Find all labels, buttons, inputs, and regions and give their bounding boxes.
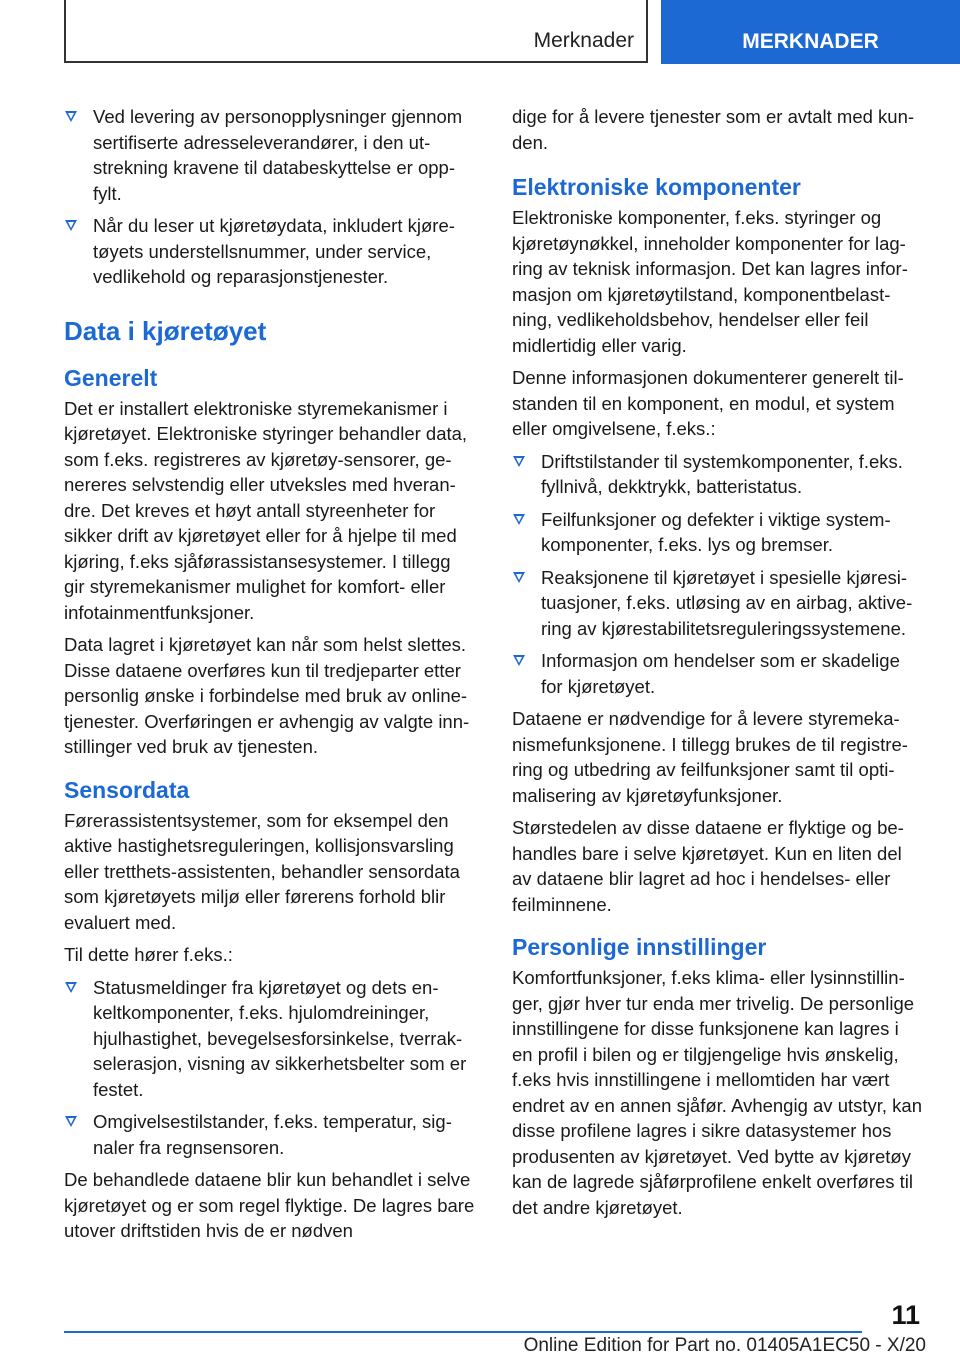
triangle-bullet-icon <box>513 514 525 525</box>
list-item: Statusmeldinger fra kjøretøyet og dets enkeltkomponenter, f.eks. hjulomdreininger, hjulhastighet, bevegelsesforsinkelse, tverrakselerasjon, visning av sikkerhetsbelter som er festet. <box>64 975 476 1103</box>
list-item: Driftstilstander til systemkomponenter, f.eks. fyllnivå, dekktrykk, batteristatus. <box>512 449 924 500</box>
footer-divider <box>64 1331 862 1333</box>
triangle-bullet-icon <box>513 655 525 666</box>
paragraph: Elektroniske komponenter, f.eks. styringer og kjøretøynøkkel, inneholder komponenter for lagring av teknisk informasjon. Det kan lagres informasjon om kjøretøytilstand, komponentbelastning, vedlikeholdsbehov, hendelser eller feil midlertidig eller varig. <box>512 207 908 356</box>
triangle-bullet-icon <box>65 111 77 122</box>
page-number: 11 <box>891 1300 920 1330</box>
triangle-bullet-icon <box>513 572 525 583</box>
subsection-title-elektroniske-komponenter: Elektroniske komponenter <box>512 174 801 200</box>
paragraph: Denne informasjonen dokumenterer generelt tilstanden til en komponent, en modul, et system eller omgivelsene, f.eks.: <box>512 367 904 439</box>
paragraph: Til dette hører f.eks.: <box>64 944 233 965</box>
subsection-title-personlige-innstillinger: Personlige innstillinger <box>512 934 767 960</box>
list-item: Ved levering av personopplysninger gjennom sertifiserte adresseleverandører, i den utstrekning kravene til databeskyttelse er oppfylt. <box>64 104 476 206</box>
paragraph: Det er installert elektroniske styremekanismer i kjøretøyet. Elektroniske styringer behandler data, som f.eks. registreres av kjøretøy-sensorer, genereres selvstendig eller utveksles med hverandre. Det kreves et høyt antall styreenheter for sikker drift av kjøretøyet eller for å hjelpe til med kjøring, f.eks sjåførassistansesystemer. I tillegg gir styremekanismer mulighet for komfort- eller infotainmentfunksjoner. <box>64 397 468 623</box>
section-title: Data i kjøretøyet <box>64 315 267 346</box>
triangle-bullet-icon <box>65 1116 77 1127</box>
intro-bullet-list <box>64 104 476 290</box>
header-chapter-tab: MERKNADER <box>661 0 960 64</box>
paragraph: Størstedelen av disse dataene er flyktige og behandles bare i selve kjøretøyet. Kun en liten del av dataene blir lagret ad hoc i hendelses- eller feilminnene. <box>512 817 904 915</box>
triangle-bullet-icon <box>65 982 77 993</box>
header-frame <box>64 0 648 63</box>
paragraph-continued: dige for å levere tjenester som er avtalt med kunden. <box>512 106 915 153</box>
page-header <box>0 0 960 66</box>
triangle-bullet-icon <box>513 456 525 467</box>
footer-edition-text: Online Edition for Part no. 01405A1EC50 - X/20 <box>523 1335 926 1356</box>
paragraph: Dataene er nødvendige for å levere styremekanismefunksjonene. I tillegg brukes de til registrering og utbedring av feilfunksjoner samt til optimalisering av kjøretøyfunksjoner. <box>512 708 908 806</box>
list-item: Informasjon om hendelser som er skadelige for kjøretøyet. <box>512 648 924 699</box>
list-item: Omgivelsestilstander, f.eks. temperatur, signaler fra regnsensoren. <box>64 1109 476 1160</box>
paragraph: Førerassistentsystemer, som for eksempel den aktive hastighetsreguleringen, kollisjonsvarsling eller tretthets-assistenten, behandler sensordata som kjøretøyets miljø eller førerens forhold blir evaluert med. <box>64 809 460 933</box>
header-section-label: Merknader <box>533 29 634 52</box>
paragraph: Komfortfunksjoner, f.eks klima- eller lysinnstillinger, gjør hver tur enda mer trivelig. De personlige innstillingene for disse funksjonene kan lagres i en profil i bilen og er tilgjengelige hvis ønskelig, f.eks hvis innstillingene i mellomtiden har vært endret av en annen sjåfør. Avhengig av utstyr, kan disse profilene lagres i sikre datasystemer hos produsenten av kjøretøyet. Ved bytte av kjøretøy kan de lagrede sjåførprofilene enkelt overføres til det andre kjøretøyet. <box>512 967 923 1218</box>
list-item: Når du leser ut kjøretøydata, inkludert kjøretøyets understellsnummer, under service, vedlikehold og reparasjonstjenester. <box>64 213 476 290</box>
paragraph: Data lagret i kjøretøyet kan når som helst slettes. Disse dataene overføres kun til tredjeparter etter personlig ønske i forbindelse med bruk av online-tjenester. Overføringen er avhengig av valgte innstillinger ved bruk av tjenesten. <box>64 634 470 757</box>
list-item: Feilfunksjoner og defekter i viktige systemkomponenter, f.eks. lys og bremser. <box>512 507 924 558</box>
subsection-title-sensordata: Sensordata <box>64 776 190 803</box>
triangle-bullet-icon <box>65 220 77 231</box>
sensordata-bullet-list <box>64 975 476 1161</box>
list-item: Reaksjonene til kjøretøyet i spesielle kjøresituasjoner, f.eks. utløsing av en airbag, aktivering av kjørestabilitetsreguleringssystemene. <box>512 565 924 642</box>
elektro-bullet-list <box>512 449 924 700</box>
right-column <box>512 104 924 1227</box>
subsection-title-generelt: Generelt <box>64 364 158 391</box>
left-column <box>64 104 476 1251</box>
paragraph: De behandlede dataene blir kun behandlet i selve kjøretøyet og er som regel flyktige. De lagres bare utover driftstiden hvis de er nødven <box>64 1169 475 1241</box>
